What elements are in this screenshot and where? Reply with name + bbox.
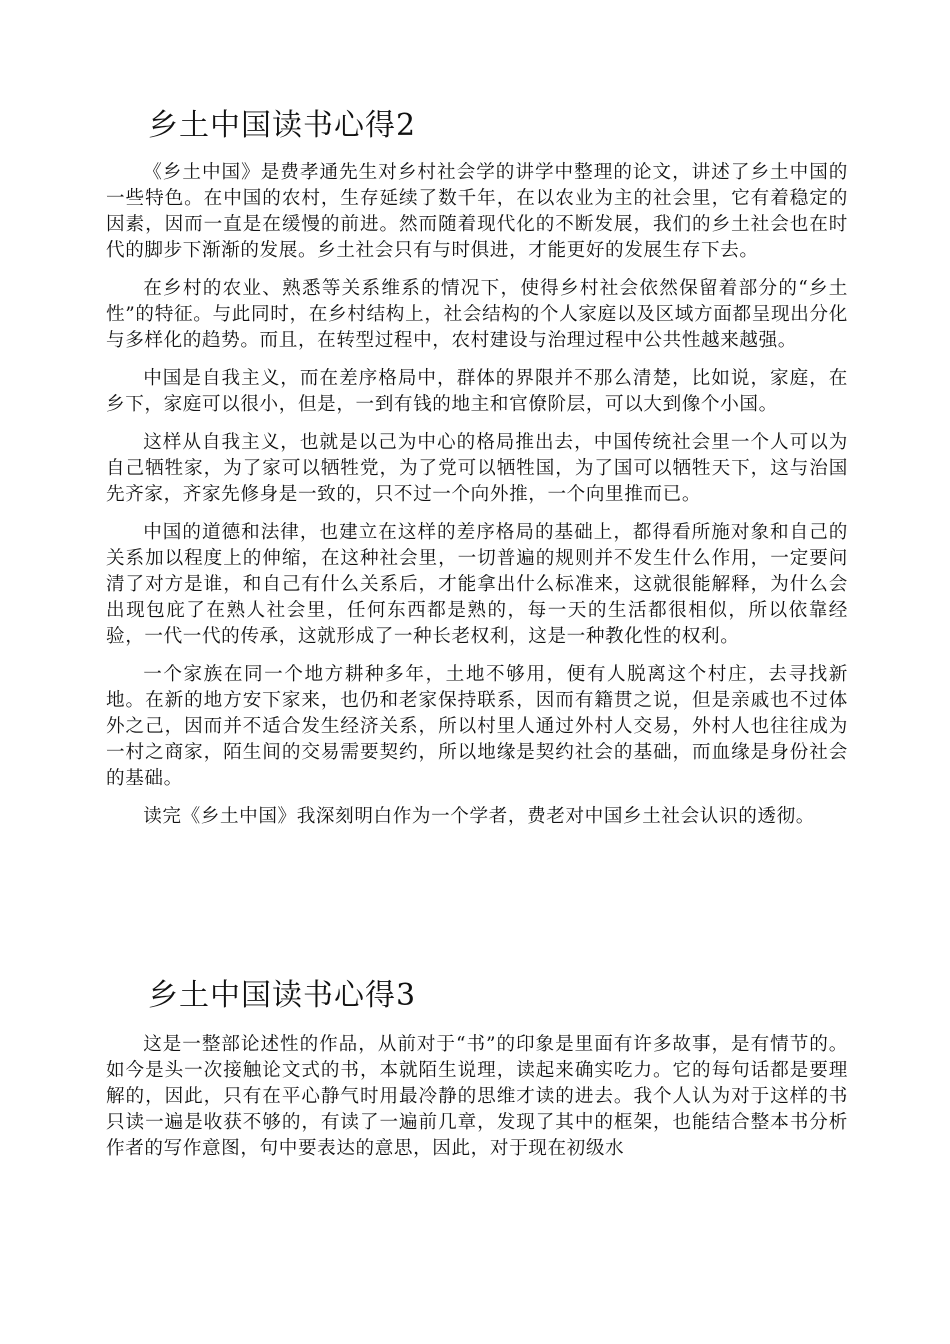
section-title: 乡土中国读书心得2 (148, 108, 417, 143)
paragraph: 中国的道德和法律，也建立在这样的差序格局的基础上，都得看所施对象和自己的关系加以程度上的伸缩，在这种社会里，一切普遍的规则并不发生什么作用，一定要问清了对方是谁，和自己有什么关系后，才能拿出什么标准来，这就很能解释，为什么会出现包庇了在熟人社会里，任何东西都是熟的，每一天的生活都很相似，所以依靠经验，一代一代的传承，这就形成了一种长老权利，这是一种教化性的权利。 (106, 522, 848, 647)
paragraph: 一个家族在同一个地方耕种多年，土地不够用，便有人脱离这个村庄，去寻找新地。在新的地方安下家来，也仍和老家保持联系，因而有籍贯之说，但是亲戚也不过体外之己，因而并不适合发生经济关系，所以村里人通过外村人交易，外村人也往往成为一村之商家，陌生间的交易需要契约，所以地缘是契约社会的基础，而血缘是身份社会的基础。 (106, 664, 848, 789)
section-title: 乡土中国读书心得3 (148, 978, 417, 1013)
paragraph: 中国是自我主义，而在差序格局中，群体的界限并不那么清楚，比如说，家庭，在乡下，家庭可以很小，但是，一到有钱的地主和官僚阶层，可以大到像个小国。 (106, 368, 848, 415)
paragraph: 这样从自我主义，也就是以己为中心的格局推出去，中国传统社会里一个人可以为自己牺牲家，为了家可以牺牲党，为了党可以牺牲国，为了国可以牺牲天下，这与治国先齐家，齐家先修身是一致的，只不过一个向外推，一个向里推而已。 (106, 432, 848, 505)
paragraph: 在乡村的农业、熟悉等关系维系的情况下，使得乡村社会依然保留着部分的“乡土性”的特征。与此同时，在乡村结构上，社会结构的个人家庭以及区域方面都呈现出分化与多样化的趋势。而且，在转型过程中，农村建设与治理过程中公共性越来越强。 (106, 278, 848, 351)
paragraph: 这是一整部论述性的作品，从前对于“书”的印象是里面有许多故事，是有情节的。如今是头一次接触论文式的书，本就陌生说理，读起来确实吃力。它的每句话都是要理解的，因此，只有在平心静气时用最冷静的思维才读的进去。我个人认为对于这样的书只读一遍是收获不够的，有读了一遍前几章，发现了其中的框架，也能结合整本书分析作者的写作意图，句中要表达的意思，因此，对于现在初级水 (106, 1034, 848, 1159)
essay-section-2 (0, 104, 950, 842)
essay-section-3 (0, 974, 950, 1162)
paragraph: 《乡土中国》是费孝通先生对乡村社会学的讲学中整理的论文，讲述了乡土中国的一些特色。在中国的农村，生存延续了数千年，在以农业为主的社会里，它有着稳定的因素，因而一直是在缓慢的前进。然而随着现代化的不断发展，我们的乡土社会也在时代的脚步下渐渐的发展。乡土社会只有与时俱进，才能更好的发展生存下去。 (106, 162, 848, 261)
paragraph: 读完《乡土中国》我深刻明白作为一个学者，费老对中国乡土社会认识的透彻。 (143, 806, 815, 827)
